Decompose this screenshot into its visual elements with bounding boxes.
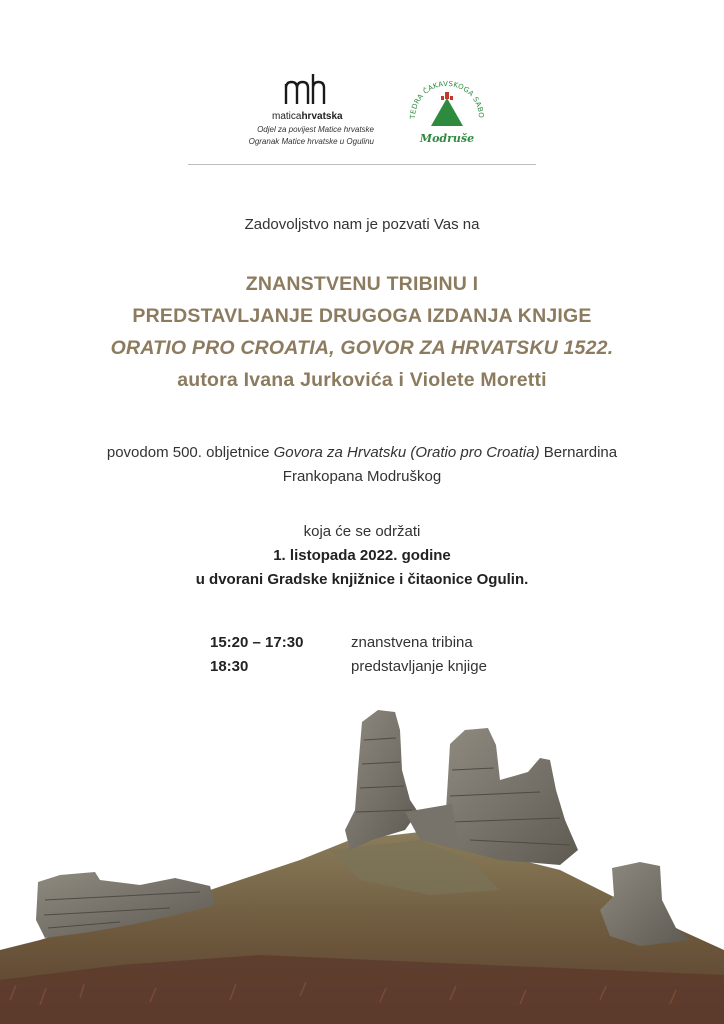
event-venue: u dvorani Gradske knjižnice i čitaonice Ogulin.	[195, 571, 529, 588]
invitation-intro: Zadovoljstvo nam je pozvati Vas na	[244, 216, 480, 233]
header	[0, 70, 724, 160]
schedule-description: predstavljanje knjige	[351, 658, 487, 675]
event-date: 1. listopada 2022. godine	[273, 547, 451, 564]
logo-subtitle-department: Odjel za povijest Matice hrvatske	[257, 125, 374, 134]
schedule-time: 15:20 – 17:30	[210, 634, 304, 651]
mh-monogram-icon	[282, 72, 328, 106]
katedra-modruse-logo	[405, 74, 489, 154]
event-lead: koja će se održati	[303, 523, 421, 540]
logo-subtitle-branch: Ogranak Matice hrvatske u Ogulinu	[248, 137, 374, 146]
event-details	[0, 520, 724, 592]
header-divider	[188, 164, 536, 165]
book-title: ORATIO PRO CROATIA, GOVOR ZA HRVATSKU 1522.	[110, 337, 614, 359]
schedule-row	[210, 658, 570, 682]
occasion-text: povodom 500. obljetnice Govora za Hrvatsku (Oratio pro Croatia) Bernardina Frankopana Modruškog	[106, 444, 618, 485]
schedule-time: 18:30	[210, 658, 249, 675]
title-line-1: ZNANSTVENU TRIBINU I	[245, 273, 479, 295]
book-authors: autora Ivana Jurkovića i Violete Moretti	[177, 369, 547, 391]
schedule	[210, 634, 570, 682]
schedule-description: znanstvena tribina	[351, 634, 473, 651]
title-line-2: PREDSTAVLJANJE DRUGOGA IZDANJA KNJIGE	[132, 305, 592, 327]
matica-hrvatska-name: maticahrvatska	[272, 111, 343, 122]
svg-text:Modruše: Modruše	[419, 132, 475, 145]
katedra-emblem-icon	[405, 74, 489, 154]
castle-ruin-image	[0, 700, 724, 1024]
svg-text:KATEDRA ČAKAVSKOGA SABORA: TEDRA ČAKAVSKOGA SABO	[408, 79, 486, 120]
schedule-row	[210, 634, 570, 658]
